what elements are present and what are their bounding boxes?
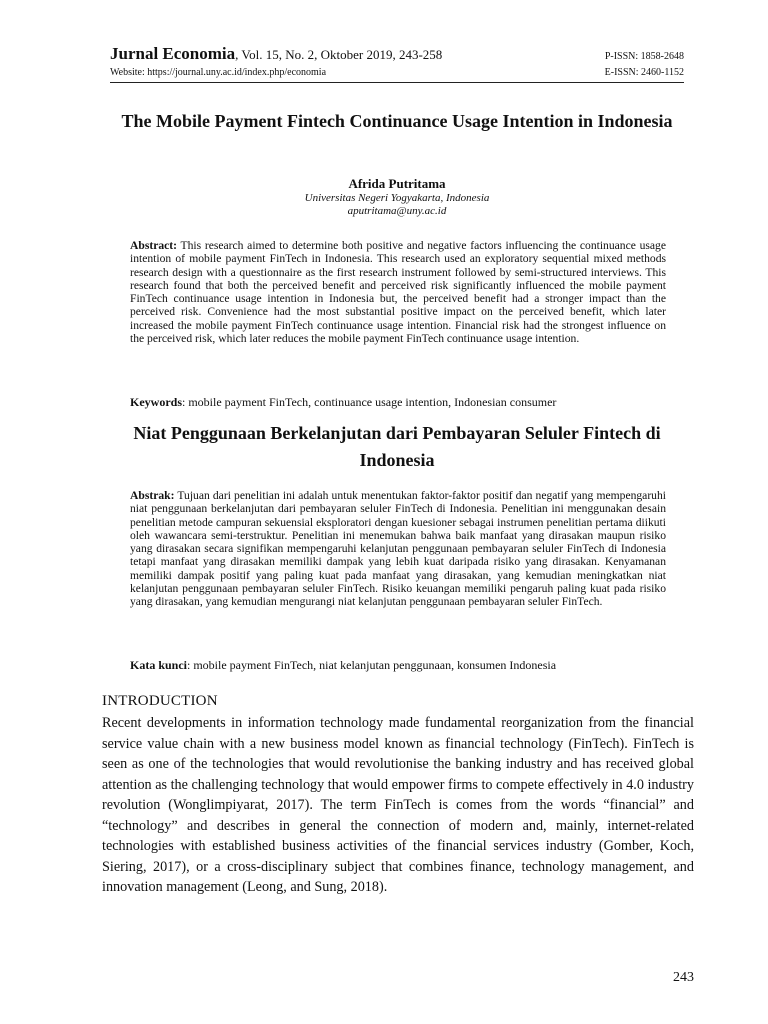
abstrak-label: Abstrak:	[130, 489, 175, 502]
paper-title-indonesian: Niat Penggunaan Berkelanjutan dari Pembayaran Seluler Fintech di Indonesia	[133, 423, 661, 470]
introduction-paragraph: Recent developments in information technology made fundamental reorganization from the financial service value chain with a new business model known as financial technology (FinTech). FinTech is seen as one of the technologies that would revolutionise the banking industry and has received global attention as the challenging technology that would empower firms to compete effectively in 4.0 industry revolution (Wonglimpiyarat, 2017). The term FinTech is comes from the words “financial” and “technology” and describes in general the connection of modern and, mainly, internet-related technologies with established business activities of the financial services industry (Gomber, Koch, Siering, 2017), or a cross-disciplinary subject that combines finance, technology management, and innovation management (Leong, and Sung, 2018).	[102, 715, 694, 895]
journal-header-row1	[110, 44, 684, 64]
keywords-indonesian	[130, 658, 666, 673]
journal-header-row2	[110, 67, 684, 83]
abstrak-text: Tujuan dari penelitian ini adalah untuk menentukan faktor-faktor positif dan negatif yang mempengaruhi niat penggunaan berkelanjutan dari pembayaran seluler FinTech di Indonesia. Penelitian ini menggunakan desain penelitian metode campuran sekuensial eksploratori dengan kuesioner sebagai instrumen penelitian pertama diikuti oleh wawancara semi-terstruktur. Penelitian ini menemukan bahwa baik manfaat yang dirasakan maupun risiko yang dirasakan secara signifikan mempengaruhi kelanjutan penggunaan pembayaran seluler FinTech di Indonesia tetapi manfaat yang dirasakan memiliki dampak yang lebih kuat daripada risiko yang dirasakan. Kenyamanan memiliki dampak positif yang paling kuat pada manfaat yang dirasakan, yang kemudian meningkatkan niat kelanjutan penggunaan pembayaran seluler FinTech. Risiko keuangan memiliki pengaruh paling kuat pada risiko yang dirasakan, yang kemudian mengurangi niat kelanjutan penggunaan pembayaran seluler FinTech.	[130, 489, 666, 609]
abstract-text: This research aimed to determine both positive and negative factors influencing the continuance usage intention of mobile payment FinTech in Indonesia. This research used an exploratory sequential mixed methods research design with a questionnaire as the first research instrument followed by semi-structured interviews. This research found that both the perceived benefit and perceived risk significantly influenced the mobile payment FinTech continuance usage intention in Indonesia but, the perceived benefit had a stronger impact than the perceived risk. Convenience had the most substantial positive impact on the perceived benefit, which later increased the mobile payment FinTech continuance usage intention. Financial risk had the strongest influence on the perceived risk, which later reduces the mobile payment FinTech continuance usage intention.	[130, 239, 666, 346]
journal-header	[110, 44, 684, 83]
pissn: P-ISSN: 1858-2648	[604, 51, 684, 62]
eissn: E-ISSN: 2460-1152	[604, 67, 684, 78]
journal-name: Jurnal Economia	[110, 44, 236, 63]
section-heading-introduction: INTRODUCTION	[102, 693, 218, 709]
page-number: 243	[673, 970, 694, 985]
kata-kunci-text: : mobile payment FinTech, niat kelanjutan penggunaan, konsumen Indonesia	[187, 658, 557, 672]
keywords-english	[130, 395, 666, 410]
author-name: Afrida Putritama	[348, 176, 446, 191]
keywords-text: : mobile payment FinTech, continuance usage intention, Indonesian consumer	[182, 395, 557, 409]
keywords-label: Keywords	[130, 395, 182, 409]
abstract-label: Abstract:	[130, 239, 178, 252]
paper-title-english: The Mobile Payment Fintech Continuance Usage Intention in Indonesia	[121, 111, 673, 131]
journal-citation	[110, 44, 442, 64]
abstract-indonesian	[130, 489, 666, 609]
author-email[interactable]: aputritama@uny.ac.id	[347, 205, 447, 217]
author-affiliation: Universitas Negeri Yogyakarta, Indonesia	[304, 192, 490, 204]
kata-kunci-label: Kata kunci	[130, 658, 188, 672]
journal-website[interactable]: Website: https://journal.uny.ac.id/index.php/economia	[110, 67, 327, 78]
journal-issue: , Vol. 15, No. 2, Oktober 2019, 243-258	[235, 47, 443, 62]
author-block	[110, 176, 684, 218]
abstract-english	[130, 239, 666, 345]
